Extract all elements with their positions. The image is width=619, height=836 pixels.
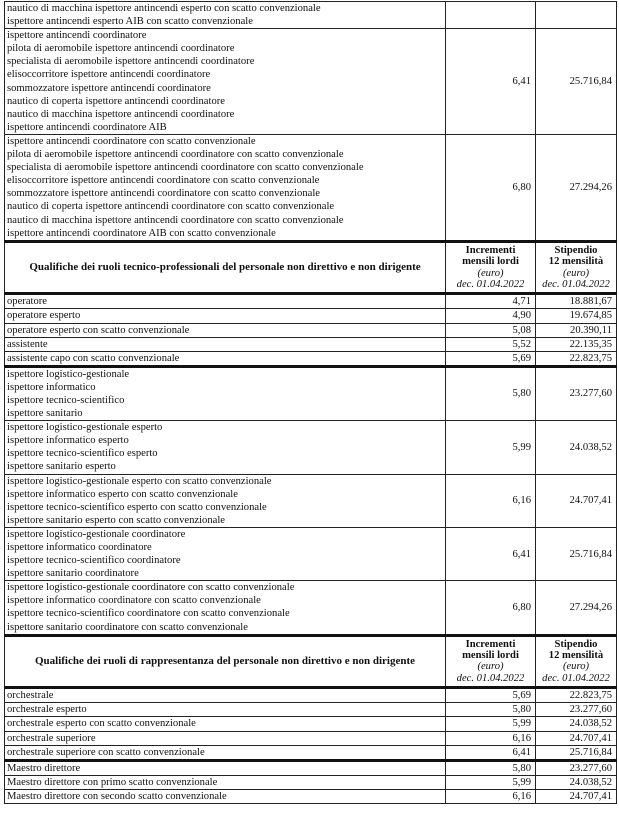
table-row: [5, 731, 617, 745]
qualifica-line: ispettore informatico esperto: [7, 435, 129, 447]
stipendio-cell: 25.716,84: [536, 745, 617, 760]
header-text: Stipendio: [554, 638, 598, 650]
qualifica-cell: orchestrale superiore: [5, 731, 446, 745]
qualifica-line: nautico di macchina ispettore antincendi coordinatore con scatto convenzionale: [7, 214, 344, 226]
qualifica-line: ispettore antincendi coordinatore AIB con scatto convenzionale: [7, 227, 276, 239]
header-date: dec. 01.04.2022: [542, 278, 610, 290]
stipendio-cell: [536, 2, 617, 29]
incremento-cell: 6,41: [446, 527, 536, 580]
header-text: mensili lordi: [462, 650, 519, 662]
incremento-cell: 6,41: [446, 745, 536, 760]
qualifica-line: specialista di aeromobile ispettore antincendi coordinatore: [7, 56, 255, 68]
group-row: [5, 421, 617, 474]
qualifica-cell: Maestro direttore: [5, 760, 446, 775]
qualifica-line: ispettore tecnico-scientifico esperto: [7, 448, 158, 460]
header-text: 12 mensilità: [548, 650, 604, 662]
qualifica-line: ispettore sanitario esperto con scatto convenzionale: [7, 514, 225, 526]
incremento-cell: 6,16: [446, 789, 536, 803]
qualifica-line: elisoccorritore ispettore antincendi coordinatore con scatto convenzionale: [7, 175, 320, 187]
stipendio-cell: 23.277,60: [536, 366, 617, 420]
stipendio-cell: 25.716,84: [536, 527, 617, 580]
qualifica-line: specialista di aeromobile ispettore antincendi coordinatore con scatto convenzionale: [7, 162, 364, 174]
section-header-row: [5, 241, 617, 294]
stipendio-cell: 24.038,52: [536, 775, 617, 789]
salary-table: [4, 1, 617, 804]
qualifica-cell: [5, 581, 446, 635]
group-row: [5, 474, 617, 527]
header-date: dec. 01.04.2022: [456, 672, 525, 684]
table-row: [5, 717, 617, 731]
stipendio-cell: 19.674,85: [536, 309, 617, 323]
table-row: [5, 294, 617, 309]
incremento-cell: [446, 2, 536, 29]
incremento-cell: 6,16: [446, 474, 536, 527]
qualifica-line: ispettore tecnico-scientifico coordinatore: [7, 555, 181, 567]
incremento-cell: 5,69: [446, 688, 536, 703]
incremento-cell: 6,80: [446, 134, 536, 241]
qualifica-cell: [5, 421, 446, 474]
qualifica-cell: [5, 2, 446, 29]
stipendio-cell: 22.135,35: [536, 337, 617, 351]
table-row: [5, 323, 617, 337]
group-row: [5, 29, 617, 135]
qualifica-line: ispettore informatico esperto con scatto convenzionale: [7, 488, 238, 500]
qualifica-cell: orchestrale superiore con scatto convenzionale: [5, 745, 446, 760]
stipendio-cell: 24.707,41: [536, 789, 617, 803]
qualifica-line: ispettore sanitario coordinatore: [7, 568, 139, 580]
qualifica-cell: [5, 366, 446, 420]
qualifica-line: ispettore tecnico-scientifico coordinatore con scatto convenzionale: [7, 608, 290, 620]
table-row: [5, 337, 617, 351]
header-unit: (euro): [477, 661, 504, 673]
header-date: dec. 01.04.2022: [542, 672, 610, 684]
group-row: [5, 581, 617, 635]
qualifica-line: ispettore sanitario esperto: [7, 461, 116, 473]
qualifica-line: ispettore informatico: [7, 381, 96, 393]
incremento-cell: 5,69: [446, 351, 536, 366]
qualifica-line: sommozzatore ispettore antincendi coordinatore con scatto convenzionale: [7, 188, 320, 200]
incremento-cell: 5,08: [446, 323, 536, 337]
stipendio-cell: 25.716,84: [536, 29, 617, 135]
header-text: 12 mensilità: [548, 256, 604, 268]
qualifica-line: ispettore informatico coordinatore con scatto convenzionale: [7, 595, 261, 607]
header-unit: (euro): [562, 661, 590, 673]
incremento-cell: 5,52: [446, 337, 536, 351]
table-row: [5, 775, 617, 789]
qualifica-line: sommozzatore ispettore antincendi coordinatore: [7, 82, 211, 94]
qualifica-line: nautico di macchina ispettore antincendi esperto con scatto convenzionale: [7, 3, 321, 14]
group-row: [5, 527, 617, 580]
qualifica-line: ispettore antincendi coordinatore con scatto convenzionale: [7, 135, 256, 147]
table-row: [5, 745, 617, 760]
group-row: [5, 134, 617, 241]
qualifica-cell: Maestro direttore con primo scatto convenzionale: [5, 775, 446, 789]
qualifica-line: pilota di aeromobile ispettore antincendi coordinatore con scatto convenzionale: [7, 149, 344, 161]
stipendio-header: [536, 635, 617, 688]
stipendio-cell: 24.038,52: [536, 421, 617, 474]
incremento-cell: 5,99: [446, 717, 536, 731]
stipendio-cell: 22.823,75: [536, 688, 617, 703]
table-row: [5, 760, 617, 775]
header-text: Incrementi: [465, 638, 516, 650]
qualifica-line: ispettore antincendi coordinatore: [7, 30, 147, 42]
qualifica-line: ispettore logistico-gestionale coordinatore con scatto convenzionale: [7, 582, 295, 594]
qualifica-line: nautico di coperta ispettore antincendi coordinatore con scatto convenzionale: [7, 201, 335, 213]
stipendio-cell: 24.707,41: [536, 731, 617, 745]
qualifica-cell: [5, 474, 446, 527]
stipendio-cell: 24.707,41: [536, 474, 617, 527]
section-header-row: [5, 635, 617, 688]
incrementi-header: [446, 635, 536, 688]
stipendio-cell: 20.390,11: [536, 323, 617, 337]
qualifica-cell: [5, 29, 446, 135]
stipendio-cell: 24.038,52: [536, 717, 617, 731]
incremento-cell: 4,71: [446, 294, 536, 309]
header-text: mensili lordi: [462, 256, 519, 268]
stipendio-cell: 23.277,60: [536, 760, 617, 775]
table-row: [5, 789, 617, 803]
header-text: Stipendio: [554, 244, 598, 256]
incremento-cell: 6,16: [446, 731, 536, 745]
qualifica-cell: orchestrale esperto: [5, 703, 446, 717]
qualifica-line: elisoccorritore ispettore antincendi coordinatore: [7, 69, 211, 81]
qualifica-cell: assistente capo con scatto convenzionale: [5, 351, 446, 366]
incremento-cell: 4,90: [446, 309, 536, 323]
qualifica-cell: operatore esperto: [5, 309, 446, 323]
header-date: dec. 01.04.2022: [456, 278, 525, 290]
header-unit: (euro): [562, 267, 590, 279]
group-row: [5, 2, 617, 29]
salary-table-document: [4, 1, 616, 804]
table-row: [5, 688, 617, 703]
qualifica-cell: orchestrale esperto con scatto convenzionale: [5, 717, 446, 731]
qualifica-line: nautico di macchina ispettore antincendi coordinatore: [7, 108, 235, 120]
qualifica-cell: operatore esperto con scatto convenzionale: [5, 323, 446, 337]
qualifica-line: ispettore sanitario coordinatore con scatto convenzionale: [7, 621, 248, 633]
incremento-cell: 6,80: [446, 581, 536, 635]
qualifica-line: ispettore sanitario: [7, 408, 83, 420]
stipendio-cell: 18.881,67: [536, 294, 617, 309]
header-unit: (euro): [477, 267, 504, 279]
group-row: [5, 366, 617, 420]
incremento-cell: 6,41: [446, 29, 536, 135]
stipendio-cell: 22.823,75: [536, 351, 617, 366]
qualifica-cell: orchestrale: [5, 688, 446, 703]
section-title: Qualifiche dei ruoli di rappresentanza del personale non direttivo e non dirigente: [5, 635, 446, 688]
qualifica-line: ispettore tecnico-scientifico esperto con scatto convenzionale: [7, 501, 267, 513]
qualifica-line: ispettore logistico-gestionale coordinatore: [7, 528, 186, 540]
qualifica-line: ispettore logistico-gestionale: [7, 368, 130, 380]
qualifica-line: ispettore logistico-gestionale esperto con scatto convenzionale: [7, 475, 272, 487]
incremento-cell: 5,80: [446, 703, 536, 717]
qualifica-cell: [5, 527, 446, 580]
stipendio-cell: 23.277,60: [536, 703, 617, 717]
section-title: Qualifiche dei ruoli tecnico-professionali del personale non direttivo e non dirigente: [5, 241, 446, 294]
incremento-cell: 5,80: [446, 366, 536, 420]
stipendio-header: [536, 241, 617, 294]
stipendio-cell: 27.294,26: [536, 581, 617, 635]
qualifica-line: ispettore logistico-gestionale esperto: [7, 422, 163, 434]
incremento-cell: 5,99: [446, 775, 536, 789]
stipendio-cell: 27.294,26: [536, 134, 617, 241]
qualifica-line: pilota di aeromobile ispettore antincendi coordinatore: [7, 43, 235, 55]
qualifica-line: ispettore antincendi esperto AIB con scatto convenzionale: [7, 16, 253, 28]
table-row: [5, 351, 617, 366]
qualifica-line: ispettore informatico coordinatore: [7, 542, 152, 553]
header-text: Incrementi: [465, 244, 516, 256]
qualifica-cell: operatore: [5, 294, 446, 309]
incrementi-header: [446, 241, 536, 294]
incremento-cell: 5,99: [446, 421, 536, 474]
qualifica-line: ispettore antincendi coordinatore AIB: [7, 121, 167, 133]
qualifica-cell: assistente: [5, 337, 446, 351]
table-row: [5, 703, 617, 717]
qualifica-line: nautico di coperta ispettore antincendi coordinatore: [7, 95, 225, 107]
qualifica-cell: Maestro direttore con secondo scatto convenzionale: [5, 789, 446, 803]
qualifica-line: ispettore tecnico-scientifico: [7, 394, 125, 406]
incremento-cell: 5,80: [446, 760, 536, 775]
qualifica-cell: [5, 134, 446, 241]
table-row: [5, 309, 617, 323]
